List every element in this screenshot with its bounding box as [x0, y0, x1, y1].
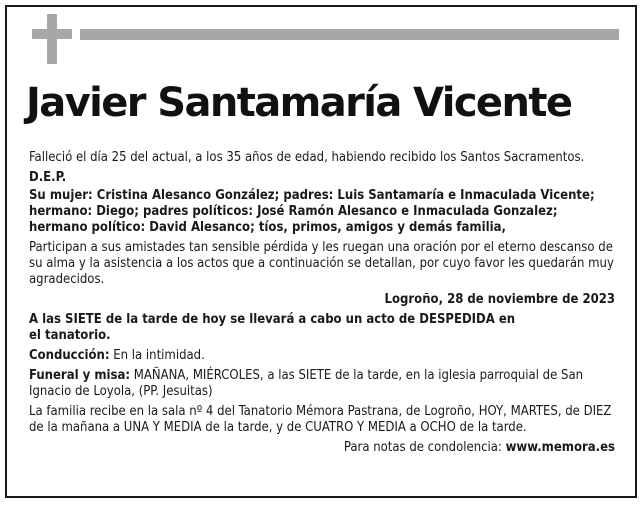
dep-text: D.E.P.: [29, 170, 67, 185]
conduction-text: En la intimidad.: [109, 348, 205, 363]
family-text: Su mujer: Cristina Alesanco González; padres: Luis Santamaría e Inmaculada Vicente; hermano: Diego; padres políticos: José Ramón Alesanco e Inmaculada Gonzalez; hermano político: David Alesanco; tíos, primos, amigos y demás familia,: [29, 188, 595, 235]
funeral-text: MAÑANA, MIÉRCOLES, a las SIETE de la tarde, en la iglesia parroquial de San Ignacio de Loyola, (PP. Jesuitas): [29, 368, 584, 399]
condolence-label: Para notas de condolencia:: [343, 440, 506, 455]
cross-icon-vertical: [47, 14, 57, 64]
farewell-text: A las SIETE de la tarde de hoy se llevará a cabo un acto de DESPEDIDA en el tanatorio.: [29, 312, 516, 343]
funeral-line: [29, 368, 615, 400]
funeral-label: Funeral y misa:: [29, 368, 131, 383]
request-text: Participan a sus amistades tan sensible pérdida y les ruegan una oración por el eterno descanso de su alma y la asistencia a los actos que a continuación se detallan, por cuyo favor les quedarán muy agradecidos.: [29, 240, 614, 287]
deceased-name: Javier Santamaría Vicente: [26, 80, 572, 126]
cross-icon-horizontal: [32, 29, 72, 39]
condolence-link[interactable]: www.memora.es: [505, 440, 615, 455]
reception-text: La familia recibe en la sala nº 4 del Tanatorio Mémora Pastrana, de Logroño, HOY, MARTES, de DIEZ de la mañana a UNA Y MEDIA de la tarde, y de CUATRO Y MEDIA a OCHO de la tarde.: [29, 404, 612, 435]
conduction-label: Conducción:: [29, 348, 110, 363]
condolence-line: [29, 440, 615, 456]
place-date: Logroño, 28 de noviembre de 2023: [384, 292, 615, 307]
obituary-body: [29, 150, 615, 456]
conduction-line: [29, 348, 615, 364]
announcement-text: Falleció el día 25 del actual, a los 35 años de edad, habiendo recibido los Santos Sacramentos.: [29, 150, 585, 165]
header-rule: [80, 29, 619, 40]
